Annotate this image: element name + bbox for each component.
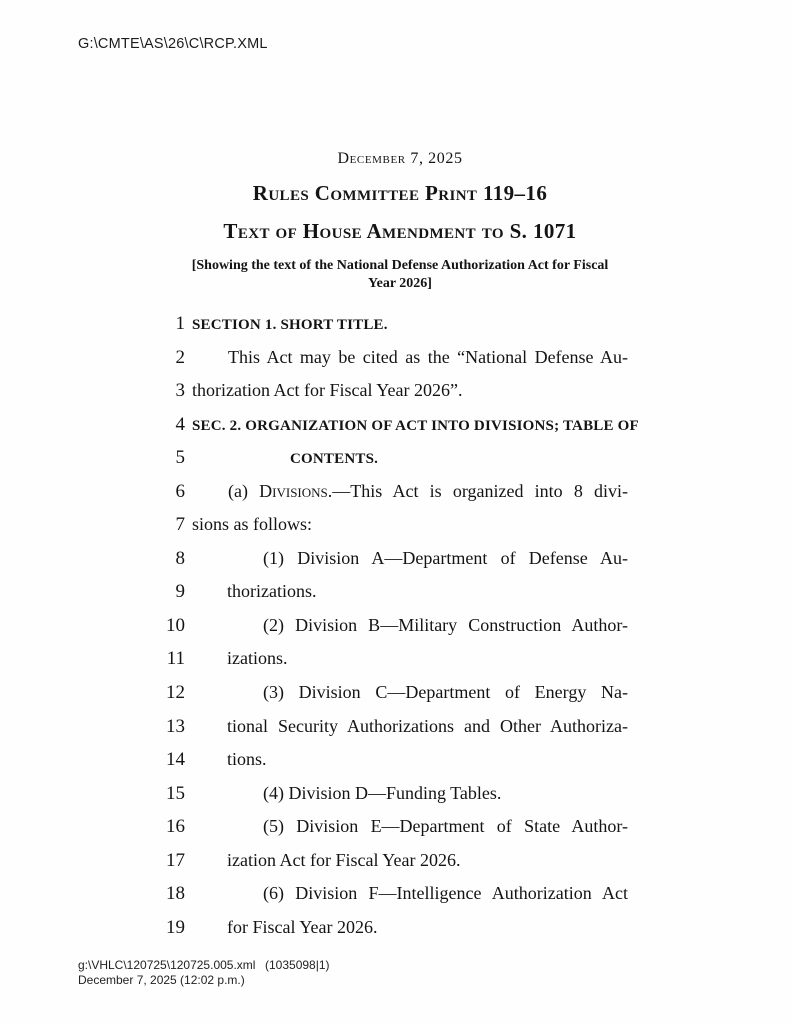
line-number: 8 bbox=[175, 547, 185, 569]
body-line bbox=[0, 844, 791, 878]
line-number: 1 bbox=[175, 313, 185, 334]
amendment-title: Text of House Amendment to S. 1071 bbox=[223, 219, 577, 243]
line-text bbox=[192, 374, 628, 408]
line-text bbox=[192, 410, 639, 444]
text-segment: tional Security Authorizations and Other Authoriza- bbox=[227, 715, 628, 736]
text-segment: ization Act for Fiscal Year 2026. bbox=[227, 849, 461, 870]
body-line bbox=[0, 341, 791, 375]
line-number: 12 bbox=[166, 682, 185, 704]
footer-row bbox=[78, 958, 330, 973]
body-line bbox=[0, 307, 791, 341]
line-number: 9 bbox=[175, 581, 185, 603]
line-text bbox=[192, 341, 628, 375]
small-caps-text: Divisions bbox=[259, 480, 328, 501]
showing-text-subtitle: [Showing the text of the National Defense Authorization Act for Fiscal Year 2026] bbox=[191, 258, 609, 291]
footer-timestamp: December 7, 2025 (12:02 p.m.) bbox=[78, 972, 245, 987]
footer-doc-id: (1035098|1) bbox=[265, 958, 330, 972]
body-line bbox=[0, 441, 791, 475]
line-text bbox=[192, 844, 628, 878]
line-text bbox=[192, 508, 628, 542]
text-segment: (a) bbox=[228, 480, 260, 501]
text-segment: CONTENTS. bbox=[290, 451, 379, 468]
line-number: 16 bbox=[166, 816, 185, 838]
line-number: 17 bbox=[166, 849, 185, 871]
document-date: December 7, 2025 bbox=[337, 150, 463, 167]
body-line bbox=[0, 642, 791, 676]
line-number: 6 bbox=[175, 480, 185, 502]
body-line bbox=[0, 911, 791, 945]
text-segment: (1) Division A—Department of Defense Au- bbox=[263, 547, 628, 568]
footer-file-ref: g:\VHLC\120725\120725.005.xml bbox=[78, 958, 256, 972]
body-line bbox=[0, 609, 791, 643]
line-text bbox=[192, 575, 628, 609]
line-text bbox=[192, 309, 628, 343]
text-segment: thorization Act for Fiscal Year 2026”. bbox=[192, 380, 463, 401]
line-text bbox=[192, 810, 628, 844]
text-segment: sions as follows: bbox=[192, 514, 313, 535]
body-line bbox=[0, 374, 791, 408]
line-text bbox=[192, 609, 628, 643]
line-number: 19 bbox=[166, 916, 185, 938]
line-text bbox=[192, 911, 628, 945]
line-number: 18 bbox=[166, 883, 185, 905]
text-segment: .—This Act is organized into 8 divi- bbox=[327, 480, 628, 501]
line-text bbox=[192, 877, 628, 911]
line-number: 10 bbox=[166, 614, 185, 636]
print-title: Rules Committee Print 119–16 bbox=[252, 181, 548, 205]
line-number: 14 bbox=[166, 749, 185, 771]
body-line bbox=[0, 777, 791, 811]
line-text bbox=[192, 542, 628, 576]
text-segment: (5) Division E—Department of State Author- bbox=[263, 816, 628, 837]
line-text bbox=[192, 777, 628, 811]
body-line bbox=[0, 710, 791, 744]
body-line bbox=[0, 408, 791, 442]
footer bbox=[78, 958, 330, 987]
body-line bbox=[0, 676, 791, 710]
line-text bbox=[192, 475, 628, 509]
line-text bbox=[192, 710, 628, 744]
text-segment: (6) Division F—Intelligence Authorization Act bbox=[263, 883, 628, 904]
text-segment: for Fiscal Year 2026. bbox=[227, 916, 378, 937]
text-segment: tions. bbox=[227, 749, 267, 770]
body-line bbox=[0, 575, 791, 609]
text-segment: thorizations. bbox=[227, 581, 317, 602]
body-line bbox=[0, 810, 791, 844]
body-line bbox=[0, 542, 791, 576]
body-line bbox=[0, 743, 791, 777]
line-text bbox=[192, 743, 628, 777]
body-line bbox=[0, 877, 791, 911]
body-line bbox=[0, 475, 791, 509]
line-text bbox=[192, 443, 628, 477]
line-number: 4 bbox=[175, 413, 185, 435]
line-text bbox=[192, 642, 628, 676]
line-number: 11 bbox=[166, 648, 185, 670]
text-segment: izations. bbox=[227, 648, 288, 669]
line-number: 13 bbox=[166, 715, 185, 737]
line-number: 5 bbox=[175, 447, 185, 469]
line-number: 7 bbox=[175, 514, 185, 536]
text-segment: SEC. 2. ORGANIZATION OF ACT INTO DIVISIONS; TABLE OF bbox=[192, 417, 639, 434]
line-number: 2 bbox=[175, 346, 185, 368]
line-number: 3 bbox=[175, 380, 185, 402]
body-lines bbox=[0, 307, 791, 944]
text-segment: (2) Division B—Military Construction Author- bbox=[263, 614, 628, 635]
text-segment: (4) Division D—Funding Tables. bbox=[263, 782, 502, 803]
line-number: 15 bbox=[166, 782, 185, 804]
body-line bbox=[0, 508, 791, 542]
text-segment: This Act may be cited as the “National Defense Au- bbox=[228, 346, 628, 367]
header-file-path: G:\CMTE\AS\26\C\RCP.XML bbox=[78, 36, 268, 52]
line-text bbox=[192, 676, 628, 710]
text-segment: (3) Division C—Department of Energy Na- bbox=[263, 682, 628, 703]
text-segment: SECTION 1. SHORT TITLE. bbox=[192, 317, 388, 333]
